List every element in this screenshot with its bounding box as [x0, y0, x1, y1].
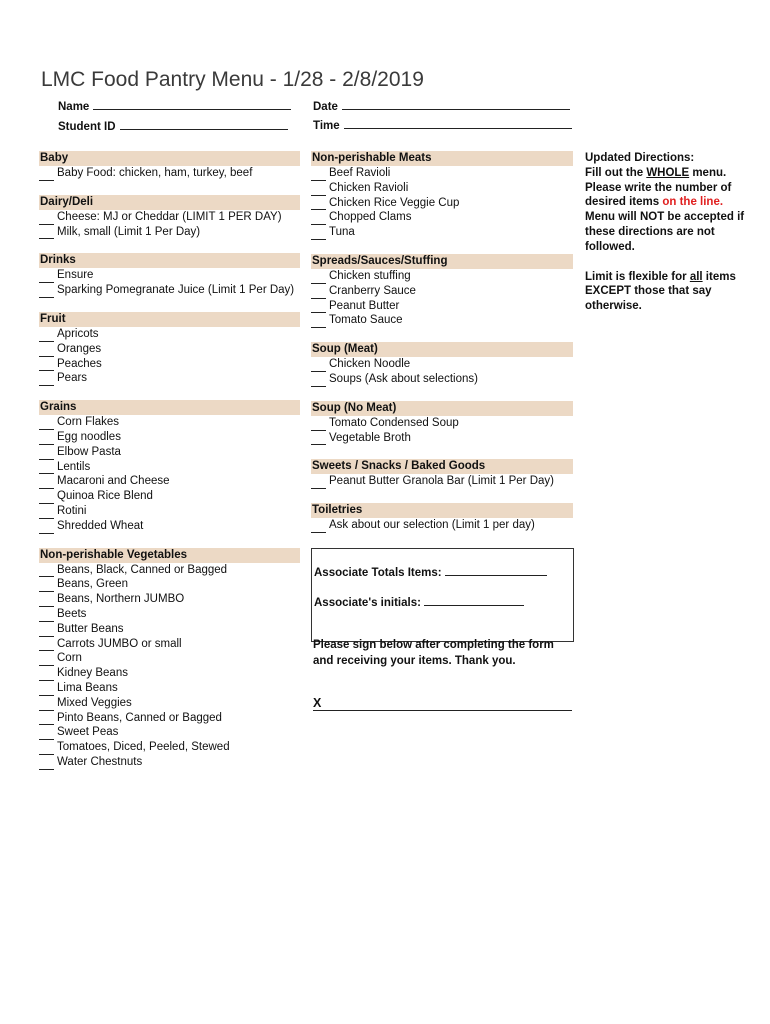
menu-item-label: Ask about our selection (Limit 1 per day)	[329, 519, 535, 532]
menu-item-label: Milk, small (Limit 1 Per Day)	[57, 225, 201, 238]
quantity-blank[interactable]	[39, 297, 54, 298]
menu-item-label: Chicken Ravioli	[329, 181, 409, 194]
menu-item-label: Chopped Clams	[329, 211, 412, 224]
menu-item-label: Beef Ravioli	[329, 167, 391, 179]
quantity-blank[interactable]	[39, 385, 54, 386]
directions-line-4: Menu will NOT be accepted if these directions are not followed.	[585, 211, 745, 253]
category-fruit: Fruit	[39, 312, 300, 327]
menu-item-label: Oranges	[57, 342, 102, 355]
left-menu-column	[39, 151, 300, 770]
menu-item	[311, 518, 573, 533]
menu-item-label: Butter Beans	[57, 622, 124, 635]
menu-item	[311, 372, 573, 387]
menu-item	[39, 622, 300, 637]
menu-item	[39, 225, 300, 240]
menu-item	[39, 210, 300, 225]
menu-item-label: Macaroni and Cheese	[57, 475, 170, 488]
menu-item	[311, 474, 573, 489]
menu-item	[39, 460, 300, 475]
time-label: Time	[313, 120, 340, 132]
menu-item	[311, 284, 573, 299]
category-toiletries: Toiletries	[311, 503, 573, 518]
menu-item-label: Peanut Butter	[329, 299, 400, 312]
associate-totals-blank[interactable]	[445, 565, 547, 576]
menu-item	[311, 357, 573, 372]
menu-item	[39, 637, 300, 652]
menu-item-label: Beets	[57, 607, 87, 620]
menu-item	[39, 342, 300, 357]
associate-initials-field[interactable]	[314, 595, 524, 609]
menu-item-label: Cranberry Sauce	[329, 284, 416, 297]
quantity-blank[interactable]	[39, 180, 54, 181]
menu-item	[39, 563, 300, 578]
time-blank[interactable]	[344, 118, 572, 129]
category-spreads-sauces-stuffing: Spreads/Sauces/Stuffing	[311, 254, 573, 269]
menu-item-label: Sparking Pomegranate Juice (Limit 1 Per Day)	[57, 284, 295, 297]
page-title: LMC Food Pantry Menu - 1/28 - 2/8/2019	[41, 68, 424, 91]
menu-item	[39, 474, 300, 489]
menu-item	[39, 327, 300, 342]
quantity-blank[interactable]	[311, 444, 326, 445]
menu-item-label: Peaches	[57, 357, 102, 370]
menu-item-label: Chicken Rice Veggie Cup	[329, 196, 460, 209]
menu-item-label: Egg noodles	[57, 430, 121, 443]
category-soup-meat: Soup (Meat)	[311, 342, 573, 357]
menu-item-label: Vegetable Broth	[329, 431, 411, 444]
menu-item	[39, 666, 300, 681]
category-soup-no-meat: Soup (No Meat)	[311, 401, 573, 416]
directions-red-text: on the line.	[662, 196, 724, 209]
menu-item-label: Sweet Peas	[57, 726, 119, 739]
menu-item	[311, 431, 573, 446]
date-field[interactable]	[313, 99, 570, 113]
menu-item	[39, 519, 300, 534]
signature-mark: X	[313, 696, 322, 710]
menu-item	[39, 651, 300, 666]
menu-item	[39, 357, 300, 372]
menu-item	[311, 416, 573, 431]
menu-item-label: Pinto Beans, Canned or Bagged	[57, 711, 222, 724]
menu-item	[311, 196, 573, 211]
menu-item	[311, 299, 573, 314]
category-non-perishable-vegetables: Non-perishable Vegetables	[39, 548, 300, 563]
menu-item	[311, 313, 573, 328]
menu-item	[39, 371, 300, 386]
menu-item	[39, 740, 300, 755]
menu-item	[39, 430, 300, 445]
category-grains: Grains	[39, 400, 300, 415]
menu-item-label: Peanut Butter Granola Bar (Limit 1 Per Day)	[329, 475, 554, 488]
menu-item-label: Water Chestnuts	[57, 755, 143, 768]
menu-item	[311, 269, 573, 284]
directions-box	[585, 151, 745, 314]
menu-item	[39, 755, 300, 770]
menu-item	[39, 489, 300, 504]
quantity-blank[interactable]	[39, 769, 54, 770]
menu-item	[39, 711, 300, 726]
quantity-blank[interactable]	[311, 532, 326, 533]
student-id-field[interactable]	[58, 119, 288, 133]
category-non-perishable-meats: Non-perishable Meats	[311, 151, 573, 166]
menu-item	[39, 607, 300, 622]
menu-item-label: Apricots	[57, 327, 99, 340]
quantity-blank[interactable]	[311, 386, 326, 387]
menu-item	[311, 166, 573, 181]
menu-item	[311, 225, 573, 240]
associate-initials-blank[interactable]	[424, 595, 524, 606]
limit-emphasis: all	[689, 270, 703, 283]
menu-item-label: Elbow Pasta	[57, 445, 121, 458]
sign-instructions: Please sign below after completing the form and receiving your items. Thank you.	[313, 639, 554, 667]
directions-heading: Updated Directions:	[585, 152, 695, 164]
menu-item-label: Mixed Veggies	[57, 696, 132, 709]
menu-item-label: Tuna	[329, 226, 355, 239]
date-label: Date	[313, 101, 338, 113]
menu-item	[39, 415, 300, 430]
student-id-blank[interactable]	[120, 119, 288, 130]
directions-line-1	[585, 166, 745, 181]
menu-item	[39, 592, 300, 607]
menu-item-label: Beans, Northern JUMBO	[57, 593, 185, 606]
quantity-blank[interactable]	[39, 533, 54, 534]
menu-item	[39, 268, 300, 283]
student-id-label: Student ID	[58, 121, 116, 133]
limit-note	[585, 270, 745, 314]
time-field[interactable]	[313, 118, 572, 132]
menu-item-label: Cheese: MJ or Cheddar (LIMIT 1 PER DAY)	[57, 210, 282, 223]
menu-item-label: Rotini	[57, 504, 87, 517]
category-baby: Baby	[39, 151, 300, 166]
quantity-blank[interactable]	[311, 239, 326, 240]
name-blank[interactable]	[93, 99, 291, 110]
menu-item-label: Tomato Condensed Soup	[329, 416, 459, 429]
category-dairy-deli: Dairy/Deli	[39, 195, 300, 210]
directions-text: menu.	[689, 166, 727, 179]
menu-item	[39, 166, 300, 181]
directions-text: desired items	[585, 196, 663, 209]
menu-item	[39, 696, 300, 711]
menu-item	[39, 577, 300, 592]
name-field[interactable]	[58, 99, 291, 113]
associate-totals-field[interactable]	[314, 565, 547, 579]
menu-item	[311, 210, 573, 225]
signature-line[interactable]	[313, 696, 572, 711]
menu-item-label: Beans, Black, Canned or Bagged	[57, 563, 228, 576]
associate-box	[311, 548, 574, 642]
menu-item	[39, 445, 300, 460]
menu-item	[39, 504, 300, 519]
menu-item	[39, 283, 300, 298]
associate-totals-label: Associate Totals Items:	[314, 567, 442, 579]
directions-line-3	[585, 195, 745, 210]
menu-item-label: Kidney Beans	[57, 667, 128, 680]
menu-item-label: Beans, Green	[57, 578, 128, 591]
menu-item-label: Corn	[57, 652, 82, 665]
menu-item	[311, 181, 573, 196]
menu-item-label: Shredded Wheat	[57, 519, 144, 532]
date-blank[interactable]	[342, 99, 570, 110]
menu-item-label: Lima Beans	[57, 681, 118, 694]
quantity-blank[interactable]	[311, 327, 326, 328]
quantity-blank[interactable]	[39, 238, 54, 239]
limit-text: items EXCEPT those that say otherwise.	[585, 270, 736, 313]
menu-item-label: Tomato Sauce	[329, 314, 403, 327]
menu-item	[39, 681, 300, 696]
menu-item-label: Baby Food: chicken, ham, turkey, beef	[57, 167, 253, 179]
menu-item-label: Soups (Ask about selections)	[329, 372, 478, 385]
menu-item-label: Quinoa Rice Blend	[57, 490, 153, 503]
associate-initials-label: Associate's initials:	[314, 597, 421, 609]
menu-item-label: Chicken Noodle	[329, 358, 411, 371]
menu-item-label: Lentils	[57, 460, 91, 473]
limit-text: Limit is flexible for	[585, 270, 690, 283]
menu-item-label: Carrots JUMBO or small	[57, 637, 182, 650]
menu-item-label: Tomatoes, Diced, Peeled, Stewed	[57, 741, 230, 754]
directions-text: Fill out the	[585, 166, 647, 179]
name-label: Name	[58, 101, 90, 113]
quantity-blank[interactable]	[311, 488, 326, 489]
right-menu-column	[311, 151, 573, 533]
menu-item-label: Corn Flakes	[57, 416, 119, 429]
directions-emphasis: WHOLE	[646, 166, 690, 179]
directions-line-2: Please write the number of	[585, 181, 732, 194]
menu-item-label: Ensure	[57, 269, 94, 282]
menu-item	[39, 725, 300, 740]
menu-item-label: Pears	[57, 372, 88, 385]
category-sweets-snacks-baked-goods: Sweets / Snacks / Baked Goods	[311, 459, 573, 474]
category-drinks: Drinks	[39, 253, 300, 268]
menu-item-label: Chicken stuffing	[329, 269, 411, 282]
